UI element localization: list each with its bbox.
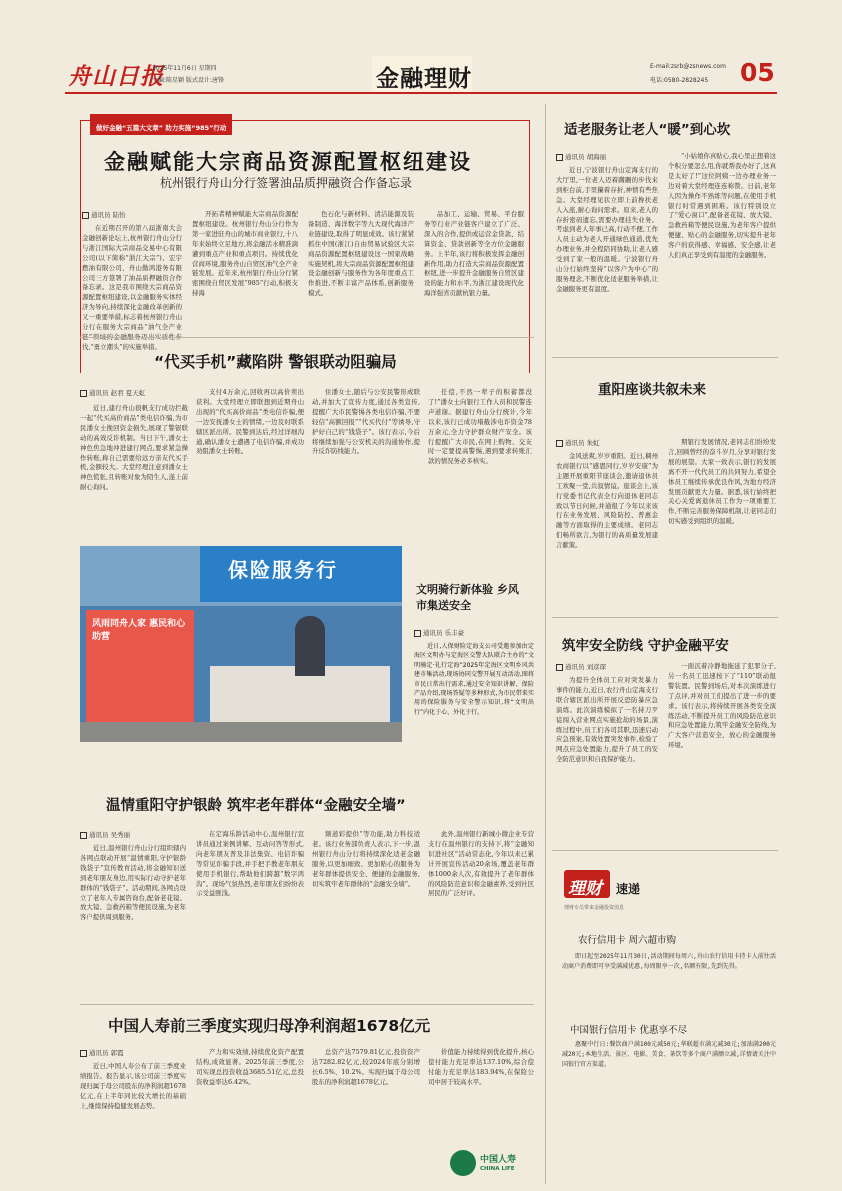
masthead [0,0,842,100]
contact-phone: 电话:0580-2828245 [650,77,709,84]
life-byline: 通讯员 郭霞 [80,1048,124,1057]
lead-text-col-4: 品加工、运输、贸易、平台服务等行业产业链客户建立了广泛、深入的合作,提供或运营金贷款、结算资金、贷款创新等全方位金融服务。上半年,该行将积极发挥金融创新作用,助力打造大宗商品资源配置枢纽,进一步提升金融服务自贸区建设的能力和水平,为浙江建设现代化海洋强省贡献杭银力量。 [424,210,524,298]
csw-text-col-1: 近日,温州银行舟山分行组织辖内各网点联动开展“温情重阳,守护银龄钱袋子”宣传教育活动,将金融知识送到老年朋友身边,用实际行动守护老年群体的“钱袋子”。活动期间,各网点设立了老年人专属咨询台,配备老花镜、放大镜、急救药箱等便民设施,为老年客户提供周到服务。 [80,844,186,922]
promo-caption-text: 近日,人保财险定海支公司受邀参加由定海区文明办与定海区交警大队联合主办的“文明骑定·礼行定海”2025年定海区文明乡风共建市集活动,现场协同交警开展互动活动,图将市民日常出行需求,通过安全知识讲解、保险产品介绍,现场答疑等多种形式,为市民带来实用的保险服务与安全警示知识,将“文明出行”内化于心、外化于行。 [414,643,534,716]
safety-text-col-2: 一面沉着冷静地拖延了犯罪分子,另一名员工迅速按下了“110”联动报警装置。民警到场后,对本次演练进行了点评,并对员工们提出了进一步的要求。该行表示,将持续开展各类安全演练活动,不断提升员工的风险防范意识和应急处置能力,筑牢金融安全防线,为广大客户营造安全、放心的金融服务环境。 [668,662,776,750]
china-life-brand-en: CHINA LIFE [480,1166,515,1172]
phone-text-col-3: 住潘女士,随后与公安民警形成联动,并加大了宣传力度,通过各类宣传,提醒广大市民警惕各类电信诈骗,不要轻信“高额回报”“代买代付”等诱导,守护好自己的“钱袋子”。该行表示,今后将继续加强与公安机关的沟通协作,提升反诈防线能力。 [312,388,420,456]
express-logo-small: 速递 [616,882,641,896]
china-life-logo [450,1146,530,1184]
chongyang-article [556,370,778,610]
china-life-logo-mark [450,1150,476,1176]
poster-slogan: 风雨同舟人家 惠民和心助营 [92,619,186,642]
chongyang-headline: 重阳座谈共叙未来 [598,382,706,398]
lead-article [80,112,532,372]
newspaper-logo: 舟山日报 [68,64,164,90]
elderly-article [556,112,778,350]
life-headline: 中国人寿前三季度实现归母净利润超1678亿元 [108,1017,431,1035]
lead-text-col-2: 开拓者精神赋能大宗商品资源配置枢纽建设。杭州银行舟山分行作为第一家进驻舟山的城市商业银行,十八年来始终立足地方,将金融活水精准滴灌到重点产业和重点项目。持续优化营商环境,服务舟山自贸区油气全产业链发展。近年来,杭州银行舟山分行紧密围绕自贸区发展“985”行动,积极支持海 [192,210,298,298]
elderly-byline: 通讯员 胡海丽 [556,152,606,161]
csw-headline: 温情重阳守护银龄 筑牢老年群体“金融安全墙” [106,798,406,814]
chongyang-byline: 通讯员 朱虹 [556,438,600,447]
lead-headline: 金融赋能大宗商品资源配置枢纽建设 [104,150,472,174]
rule-right-1 [552,357,778,358]
lead-text-col-1: 在近期召开的第八届浙南大会金融创新论坛上,杭州银行舟山分行与浙江国际大宗商品交易中心有限公司(以下简称“浙江大宗”)、宏宇燃油有限公司、舟山勤鸿港务有限公司三方签署了油品质押融资合作备忘录。这是我市围绕大宗商品资源配置枢纽建设,以金融服务实体经济为导向,持续深化金融改革创新的又一重要举措,标志着杭州银行舟山分行在服务大宗商品“油气全产业 伐,“勇立潮头”的实施举措。 [82,224,182,351]
csw-text-col-4: 此外,温州银行新城小微企业专营支行在温州银行的支持下,将“金融知识进社区”活动常态化,今年以来已累计开展宣传活动20余场,覆盖老年群体1000余人次,有效提升了老年群体的风险防范意识和金融素养,受到社区居民的广泛好评。 [428,830,534,898]
safety-text-col-1: 为提升全体员工应对突发暴力事件的能力,近日,农行舟山定海支行联合辖区派出所开展反恐防暴应急演练。此次演练模拟了一名持刀歹徒闯入营业网点实施抢劫的场景,演练过程中,员工们各司其职,迅速启动应急预案,有效处置突发事件,检验了网点应急处置能力,提升了员工的安全防范意识和自我保护能力。 [556,676,658,764]
lead-kicker: 做好金融“五篇大文章” 助力实施“985”行动 [96,124,227,132]
life-text-col-4: 价值能力持续得到优化提升,核心偿付能力充足率达137.10%,综合偿付能力充足率达183.94%,在保险公司中居于较高水平。 [428,1048,534,1086]
elderly-text-col-2: “小姑娘你真贴心,我心里正想着这个积分要怎么用,你就帮我办好了,这真是太好了!”这位阿姨一边办理业务一边对着大堂经理连连称赞。日前,老年人因为操作不熟练等问题,在使用手机银行时常遇到困难。该行特别设立了“爱心窗口”,配备老花镜、放大镜、急救药箱等便民设施,为老年客户提供便捷、贴心的金融服务,切实提升老年客户的获得感、幸福感、安全感,让老人们真正享受到有温度的金融服务。 [668,152,776,260]
china-life-brand-cn: 中国人寿 [480,1155,517,1165]
safety-headline: 筑牢安全防线 守护金融平安 [562,638,729,654]
csw-text-col-2: 在定海乐龄活动中心,温州银行宣讲员通过案例讲解、互动问答等形式,向老年朋友普及非法集资、电信诈骗等常见诈骗手段,并手把手教老年朋友使用手机银行,帮助他们跨越“数字鸿沟”。现场气氛热烈,老年朋友们纷纷表示受益匪浅。 [196,830,304,898]
phone-headline: “代买手机”藏陷阱 警银联动阻骗局 [154,353,397,371]
express-item1-title: 农行信用卡 周六超市购 [578,935,677,946]
phone-text-col-4: 任偿,不然一辈子的积蓄都没了!”潘女士向银行工作人员和民警连声道谢。据建行舟山分行统计,今年以来,该行已成功堵截涉电诈资金78万余元,全力守护群众财产安全。该行提醒广大市民,在网上购物、交友时一定要提高警惕,遇到要求转账汇款的情况务必多核实。 [428,388,532,466]
safety-byline: 通讯员 刘彦琛 [556,662,606,671]
promo-caption-box [412,578,536,746]
editor-credits: 主编:陈星颖 版式设计:唐锋 [152,77,224,84]
life-text-col-3: 总资产达7579.81亿元,投资资产达7282.82亿元,较2024年底分别增长6.5%、10.2%。实现归属于母公司股东的净利润超1678亿元。 [312,1048,420,1086]
elderly-headline: 适老服务让老人“暖”到心坎 [564,122,731,138]
staff-figure [295,616,325,676]
phone-text-col-1: 近日,建行舟山很帆支行成功拦截一起“代买高价商品”类电信诈骗,为市民潘女士挽回资金损失,展现了警银联动的高效反诈机制。当日下午,潘女士神色焦急地冲进建行网点,要求紧急操作转账,称自己需要给远方亲友代买手机,金额较大。大堂经理注意到潘女士神色慌张,且转账对象为陌生人,遂上前耐心询问。 [80,404,188,492]
masthead-rule [65,92,777,94]
express-logo: 理财 [568,879,602,899]
csw-article [80,790,536,1006]
promo-banner: 保险服务行 [228,558,338,582]
rule-right-2 [552,617,778,618]
chongyang-text-col-1: 金风送爽,岁岁重阳。近日,稠州农商银行以“感恩同行,岁岁安康”为主题开展重阳节座谈会,邀请退休员工欢聚一堂,共叙情谊。座谈会上,该行党委书记代表全行向退休老同志致以节日问候,并通报了今年以来该行在业务发展、风险防控、普惠金融等方面取得的主要成绩。老同志们畅所欲言,为银行的高质量发展建言献策。 [556,452,658,550]
express-item2-text: 惠聚中行日:餐饮商户满100元减50元;华联超市满元减30元;加油满200元减20元;本地生活、景区、电影、美食、茶饮等多个商户满额立减,详情请关注中国银行官方渠道。 [562,1041,776,1068]
elderly-text-col-1: 近日,宁波银行舟山定海支行的大厅里,一位老人迈着蹒跚的步伐来到柜台前,手里攥着存折,神情有些焦急。大堂经理见状立即上前搀扶老人入座,耐心询问需求。原来,老人的存折密码遗忘,需要办理挂失业务。考虑到老人年事已高,行动不便,工作人员主动为老人开通绿色通道,优先办理业务,并全程陪同协助,让老人感受到了家一般的温暖。宁波银行舟山分行始终坚持“以客户为中心”的服务理念,不断优化适老服务举措,让金融服务更有温度。 [556,166,658,293]
lead-byline: 通讯员 陆怡 [82,210,126,219]
issue-date: 2025年11月6日 星期四 [152,65,217,72]
life-text-col-1: 近日,中国人寿公布了前三季度业绩报告。报告显示,该公司前三季度实现归属于母公司股东的净利润超1678亿元,在上半年同比较大增长的基础上,继续保持稳健发展态势。 [80,1062,186,1110]
promo-caption-title: 文明骑行新体验 乡风市集送安全 [416,583,519,612]
rule-left-1 [80,337,534,338]
promo-poster [86,610,194,738]
express-item2-title: 中国银行信用卡 优惠享不尽 [570,1025,688,1036]
express-item1-text: 即日起至2025年11月30日,活动期间每周六,舟山农行信用卡持卡人前往活动商户消费即可享受满减优惠,每周限享一次,名额有限,先到先得。 [562,953,776,970]
lead-kicker-bar [90,114,232,135]
section-title: 金融理财 [376,66,472,92]
phone-byline: 通讯员 赵君 夏天虹 [80,388,145,397]
lead-subheadline: 杭州银行舟山分行签署油品质押融资合作备忘录 [160,176,413,190]
contact-email: E-mail:zsrb@zsnews.com [650,63,726,70]
phone-text-col-2: 支付4万余元,回收再以高价卖出获利。大堂经理立即联想到近期舟山出现的“代买高价商品”类电信诈骗,便一边安抚潘女士的情绪,一边及时联系辖区派出所。民警到达后,经过详细沟通,确认潘女士遭遇了电信诈骗,并成功劝阻潘女士转账。 [196,388,304,456]
chongyang-text-col-2: 期银行发展情况,老同志们纷纷发言,回顾曾经的奋斗岁月,分享对银行发展的展望。大家一致表示,银行的发展离不开一代代员工的共同努力,希望全体员工继续传承优良作风,为地方经济发展贡献更大力量。据悉,该行始终把关心关爱离退休员工作为一项重要工作,不断完善服务保障机制,让老同志们切实感受到组织的温暖。 [668,438,776,526]
csw-text-col-3: 频道彩提供“等功能,助力科技适老。该行业务部负责人表示,下一步,温州银行舟山分行将持续深化适老金融服务,以更加细致、更加贴心的服务为老年群体提供安全、便捷的金融服务,切实筑牢老年群体的“金融安全墙”。 [312,830,420,888]
life-article [80,1008,536,1188]
express-tag: 理财专员带来金融投资消息 [564,905,625,911]
ground [80,722,402,742]
csw-byline: 通讯员 吴秀丽 [80,830,130,839]
life-text-col-2: 产力和实效绩,持续优化资产配置结构,成效显著。2025年前三季度,公司实现总投资收益3685.51亿元,总投资收益率达6.42%。 [196,1048,304,1086]
promo-photo [80,546,402,742]
lead-text-col-3: 色石化与新材料、清洁能源及装备制造、海洋数字等九大现代海洋产业链建设,取得了明显成效。该行紧紧抓住中国(浙江)自由贸易试验区大宗商品资源配置枢纽建设这一国家战略实施契机,将大宗商品资源配置枢纽建设金融创新与服务作为各年度重点工作推进,不断丰富产品体系,创新服务模式。 [308,210,414,298]
page-number: 05 [740,58,775,87]
rule-left-2 [80,1004,534,1005]
rule-right-3 [552,850,778,851]
safety-article [556,628,778,848]
promo-byline: 通讯员 乐丰豪 [414,628,464,637]
column-divider-right [545,104,546,1184]
